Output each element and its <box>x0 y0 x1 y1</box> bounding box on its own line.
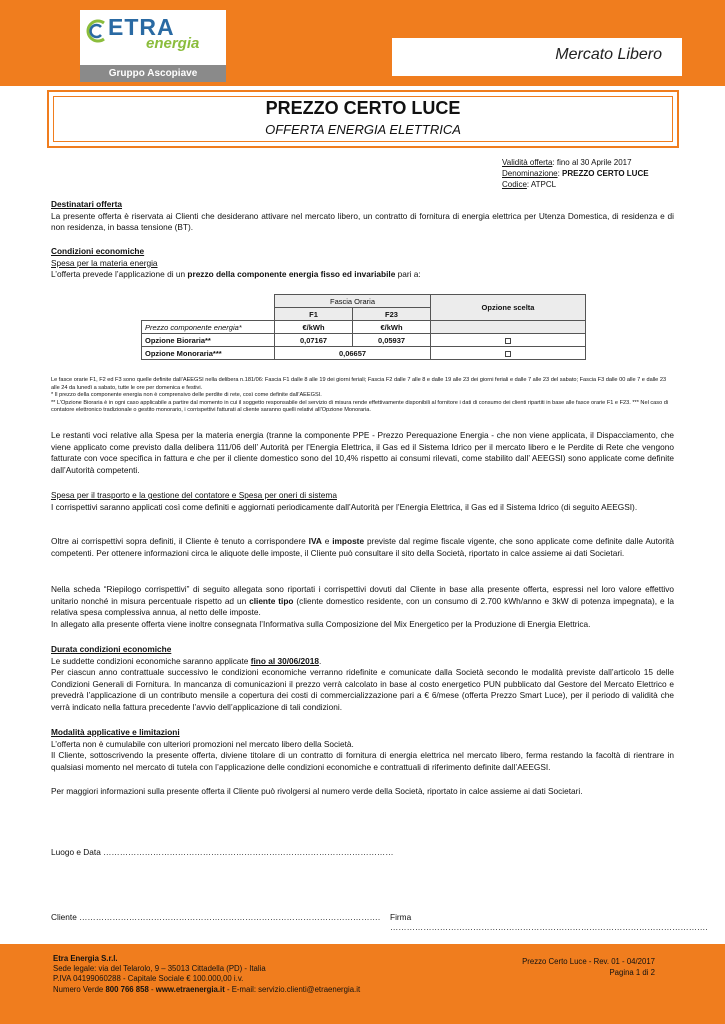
footer-company: Etra Energia S.r.l. <box>53 954 118 963</box>
denominazione-label: Denominazione <box>502 169 558 178</box>
condizioni-section <box>51 246 674 281</box>
condizioni-intro: L’offerta prevede l’applicazione di un prezzo della componente energia fisso ed invariabile pari a: <box>51 269 421 280</box>
footer-website-link[interactable]: www.etraenergia.it <box>155 984 225 994</box>
footer-phone: 800 766 858 <box>105 984 149 994</box>
footer-page: Pagina 1 di 2 <box>609 967 655 977</box>
destinatari-section <box>51 199 674 234</box>
firma-field[interactable]: Firma ……………………………………………………………………………………………………. <box>390 912 708 932</box>
luogo-data-field[interactable]: Luogo e Data …………………………………………………………………………………………… <box>51 847 394 857</box>
modalita-text-1: L’offerta non è cumulabile con ulteriori promozioni nel mercato libero della Società. <box>51 738 354 749</box>
denominazione-value: PREZZO CERTO LUCE <box>562 169 649 178</box>
footer-email: - E-mail: servizio.clienti@etraenergia.it <box>224 984 361 994</box>
note-perdite: * Il prezzo della componente energia non è comprensivo delle perdite di rete, così come definite dall’AEEGSI. <box>51 392 322 399</box>
modalita-text-2: Il Cliente, sottoscrivendo la presente offerta, diviene titolare di un contratto di fornitura di energia elettrica nel mercato libero, ferma restando la facoltà di rientrare in qualsiasi momento nel mercato di tutela con l’applicazione delle condizioni economiche e contrattuali di riferimento definite dall’AEEGSI. <box>51 750 674 772</box>
page-subtitle: OFFERTA ENERGIA ELETTRICA <box>265 122 461 137</box>
note-fasce: Le fasce orarie F1, F2 ed F3 sono quelle definite dall’AEEGSI nella delibera n.181/06: Fascia F1 dalle 8 alle 19 dei giorni feriali; Fascia F2 dalle 7 alle 8 e dalle 19 alle 23 dei giorni feriali e dalle 7 alle 23 del sabato; Fascia F3 dalle 00 alle 7 e dalle 23 alle 24 da lunedì a sabato, tutte le ore per domenica e festivi. <box>51 377 667 391</box>
market-label: Mercato Libero <box>555 46 662 63</box>
durata-section <box>51 644 674 714</box>
f23-header: F23 <box>353 308 431 321</box>
cliente-field[interactable]: Cliente ………………………………………………………………………………………………. <box>51 912 381 922</box>
footer-company-info <box>53 954 360 995</box>
price-f23: 0,05937 <box>353 334 431 347</box>
footnotes <box>51 377 674 415</box>
trasporto-section <box>51 490 674 513</box>
modalita-heading: Modalità applicative e limitazioni <box>51 727 180 737</box>
monoraria-checkbox[interactable] <box>505 351 511 357</box>
trasporto-heading: Spesa per il trasporto e la gestione del contatore e Spesa per oneri di sistema <box>51 490 337 500</box>
iva-paragraph: Oltre ai corrispettivi sopra definiti, il Cliente è tenuto a corrispondere IVA e imposte previste dal regime fiscale vigente, che sono applicate come definite dalle Autorità competenti. Per ottenere informazioni circa le aliquote delle imposte, il Cliente può consultare il sito della Società, riportato in calce assieme ai dati Societari. <box>51 536 674 558</box>
bioraria-checkbox[interactable] <box>505 338 511 344</box>
durata-text: Per ciascun anno contrattuale successivo le condizioni economiche verranno ridefinite e comunicate dalla Società secondo le modalità previste dall’articolo 15 delle Condizioni Generali di Fornitura. In mancanza di comunicazioni il prezzo verrà calcolato in base al costo energetico PUN pubblicato dal Gestore del Mercato Elettrico e prevedrà l’applicazione di un contributo mensile a copertura dei costi di commercializzazione pari a € 6/mese (offerta Prezzo Smart Luce), per il periodo di validità che verrà indicato nella fattura precedente l’avvio dell’applicazione di tali condizioni. <box>51 667 674 712</box>
codice-value: : ATPCL <box>526 180 557 189</box>
logo-word: ETRA <box>108 14 175 40</box>
destinatari-heading: Destinatari offerta <box>51 199 123 209</box>
durata-line: Le suddette condizioni economiche saranno applicate fino al 30/06/2018. <box>51 655 322 666</box>
title-frame <box>47 90 679 148</box>
validita-value: : fino al 30 Aprile 2017 <box>552 158 632 167</box>
info-paragraph: Per maggiori informazioni sulla presente offerta il Cliente può rivolgersi al numero verde della Società, riportato in calce assieme ai dati Societari. <box>51 786 583 796</box>
price-f1: 0,07167 <box>275 334 353 347</box>
durata-heading: Durata condizioni economiche <box>51 644 172 654</box>
row-label: Opzione Monoraria*** <box>142 347 275 360</box>
modalita-section <box>51 727 674 773</box>
row-label: Prezzo componente energia* <box>142 321 275 334</box>
logo-group: Gruppo Ascopiave <box>80 65 226 82</box>
condizioni-sub: Spesa per la materia energia <box>51 257 158 268</box>
company-logo <box>80 10 226 82</box>
condizioni-heading: Condizioni economiche <box>51 246 145 256</box>
price-monoraria: 0,06657 <box>275 347 431 360</box>
codice-label: Codice <box>502 180 527 189</box>
riepilogo-paragraph: Nella scheda “Riepilogo corrispettivi” di seguito allegata sono riportati i corrispettivi dovuti dal Cliente in base alla presente offerta, espressi nel loro valore effettivo unitario nonché in misura percentuale rispetto ad un cliente tipo (cliente domestico residente, con un consumo di 2.700 kWh/anno e 3kW di potenza impegnata), e la relativa spesa complessiva annua, al netto delle imposte. <box>51 584 674 618</box>
footer-revision <box>522 957 655 978</box>
unit-f1: €/kWh <box>275 321 353 334</box>
destinatari-text: La presente offerta è riservata ai Clienti che desiderano attivare nel mercato libero, un contratto di fornitura di energia elettrica per Utenza Domestica, di residenza e di non residenza, in bassa tensione (BT). <box>51 210 674 233</box>
footer-piva: P.IVA 04199060288 - Capitale Sociale € 100.000,00 i.v. <box>53 974 244 984</box>
footer-sede: Sede legale: via del Telarolo, 9 – 35013 Cittadella (PD) - Italia <box>53 964 266 974</box>
footer-contacts: Numero Verde 800 766 858 - www.etraenergia.it - E-mail: servizio.clienti@etraenergia.it <box>53 984 361 994</box>
fascia-header: Fascia Oraria <box>275 295 431 308</box>
opzione-header: Opzione scelta <box>431 295 586 321</box>
note-opzioni: ** L’Opzione Bioraria è in ogni caso applicabile a partire dal momento in cui il soggetto responsabile del servizio di misura rende effettivamente disponibili al fornitore i dati di consumo dei clienti ripartiti in base alle fasce orarie F1 e F23. *** Nel caso di contatore elettronico tradizionale o gestito monorario, i corrispettivi fatturati al cliente saranno quelli relativi all’Opzione Monoraria. <box>51 399 669 414</box>
logo-sub: energia <box>146 35 200 52</box>
market-box <box>392 38 682 76</box>
footer-rev: Prezzo Certo Luce - Rev. 01 - 04/2017 <box>522 957 655 966</box>
f1-header: F1 <box>275 308 353 321</box>
row-label: Opzione Bioraria** <box>142 334 275 347</box>
page-title: PREZZO CERTO LUCE <box>265 98 461 118</box>
unit-f23: €/kWh <box>353 321 431 334</box>
restanti-paragraph: Le restanti voci relative alla Spesa per la materia energia (tranne la componente PPE - Prezzo Perequazione Energia - che non viene applicata, il Dispacciamento, che viene applicato come previsto dalla delibera 111/06 dell’ Autorità per l’Energia Elettrica, il Gas ed il Sistema Idrico per il mercato libero e le Perdite di Rete che vengono fatturate con voce specifica in fattura e che per il cliente domestico sono del 10,4% rispetto ai consumi rilevati, come stabilito dall’ AEEGSI) sono applicate come definite dall’Autorità competenti. <box>51 430 674 475</box>
logo-swirl-icon <box>84 18 110 44</box>
validita-label: Validità offerta <box>502 158 553 167</box>
riepilogo-section <box>51 584 674 630</box>
allegato-paragraph: In allegato alla presente offerta viene inoltre consegnata l’Informativa sulla Composizione del Mix Energetico per la Produzione di Energia Elettrica. <box>51 618 591 629</box>
offer-meta: Validità offerta: fino al 30 Aprile 2017 Denominazione: PREZZO CERTO LUCE Codice: ATPCL <box>502 158 649 189</box>
trasporto-text: I corrispettivi saranno applicati così come definiti e aggiornati periodicamente dall’Autorità per l’Energia Elettrica, il Gas ed il Sistema Idrico (di seguito AEEGSI). <box>51 501 638 512</box>
price-table <box>141 294 586 360</box>
